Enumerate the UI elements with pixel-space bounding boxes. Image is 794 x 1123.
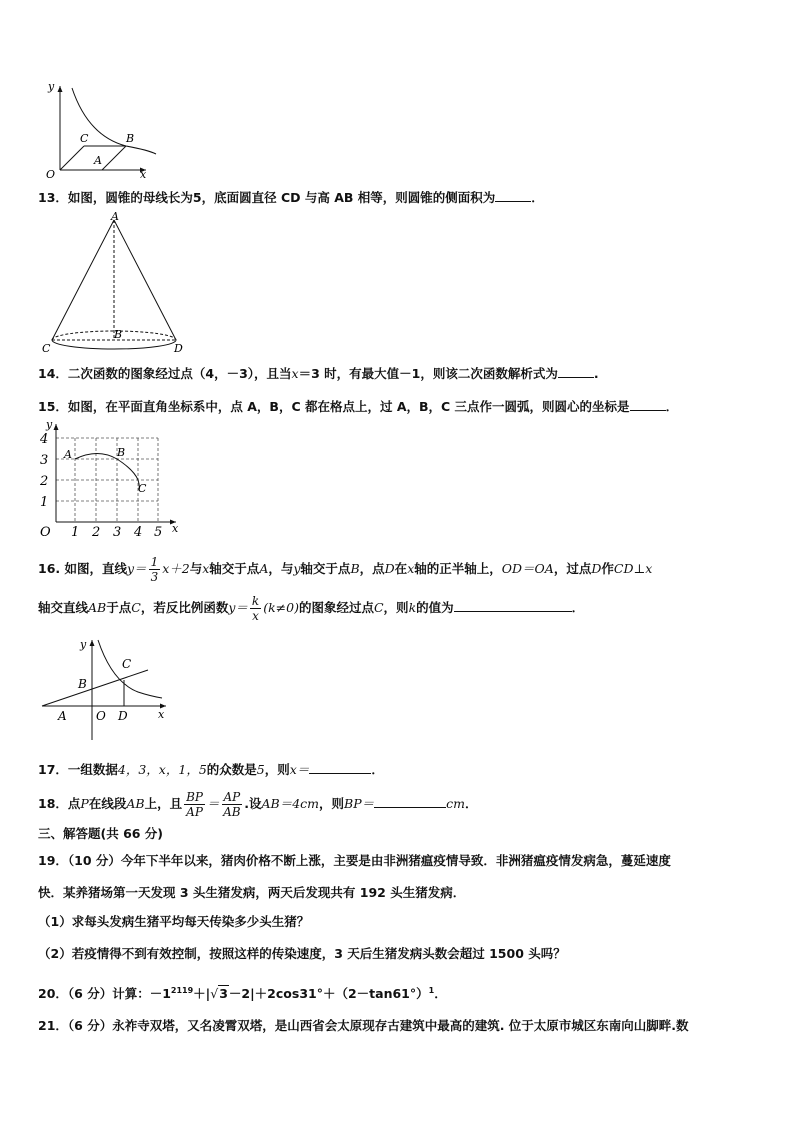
q18-text: 18．点	[38, 796, 81, 811]
grid-point-a: A	[64, 448, 72, 461]
q16-fig-x: x	[158, 708, 165, 721]
q16-fig-c: C	[122, 657, 132, 671]
point-b-label: B	[126, 132, 135, 145]
q16-inv-fraction	[250, 594, 261, 623]
q16-fig-a: A	[58, 709, 67, 723]
question-14-tail: .	[593, 366, 599, 381]
answer-blank-14[interactable]	[558, 363, 594, 378]
q16-text: 轴交直线	[38, 600, 89, 615]
grid-y-tick: 1	[40, 495, 49, 510]
answer-blank-13[interactable]	[495, 187, 531, 202]
cone-point-b: B	[114, 328, 123, 341]
q17-text: 的众数是	[206, 762, 257, 777]
answer-blank-18[interactable]	[374, 793, 446, 808]
q16-var: C	[131, 600, 141, 615]
q18-text: 上，且	[144, 796, 183, 811]
question-13-tail: ．	[531, 190, 544, 205]
q16-var: k	[408, 600, 417, 615]
point-c-label: C	[80, 132, 89, 145]
grid-y-tick: 2	[40, 474, 49, 489]
q18-fraction-2	[222, 790, 243, 819]
q16-var: CD⊥x	[613, 561, 653, 576]
grid-point-b: B	[117, 446, 126, 459]
q16-var: OD＝OA	[501, 561, 554, 576]
q16-text: 轴交于点	[300, 561, 351, 576]
q18-f2-den: AB	[223, 805, 241, 819]
question-14-text-1: 14．二次函数的图象经过点（4，－3），且当	[38, 366, 292, 381]
question-19-line-2: 快．某养猪场第一天发现 3 头生猪发病，两天后发现共有 192 头生猪发病．	[38, 885, 466, 900]
q17-data: 4，3，x，1，5	[117, 762, 207, 777]
q18-text: 在线段	[88, 796, 127, 811]
q16-fraction	[149, 555, 161, 584]
answer-blank-15[interactable]	[630, 396, 666, 411]
question-18	[38, 788, 764, 820]
q16-inv-cond: (k≠0)	[263, 600, 299, 615]
q18-tail: ．	[465, 796, 478, 811]
question-13	[38, 187, 764, 207]
q16-text: 的图象经过点	[298, 600, 374, 615]
q20-exponent: 2119	[170, 986, 194, 995]
q18-var: AB	[126, 796, 145, 811]
question-14	[38, 363, 764, 383]
question-14-var-x: x	[291, 366, 299, 381]
grid-x-tick: 5	[154, 525, 163, 540]
q18-fraction-1	[184, 790, 205, 819]
q16-fraction-num: 1	[150, 555, 159, 569]
point-a-label: A	[94, 154, 102, 167]
q16-text: ，则	[383, 600, 409, 615]
grid-x-tick: 3	[113, 525, 122, 540]
q16-eq-rest: x＋2	[162, 561, 190, 576]
q16-fig-y: y	[80, 638, 87, 651]
question-19-sub-1: （1）求每头发病生猪平均每天传染多少头生猪？	[38, 914, 310, 929]
q17-xeq: x＝	[289, 762, 310, 777]
cone-point-c: C	[42, 342, 51, 355]
q17-mode: 5	[256, 762, 265, 777]
grid-x-tick: 4	[134, 525, 143, 540]
q16-text: 在	[394, 561, 408, 576]
q16-text: 轴的正半轴上，	[414, 561, 502, 576]
q16-text: 与	[189, 561, 203, 576]
question-16-line-2	[38, 594, 764, 623]
q18-f1-num: BP	[186, 790, 203, 804]
q20-tail: ．	[434, 986, 447, 1002]
grid-x-tick: 1	[71, 525, 80, 540]
cone-point-d: D	[174, 342, 183, 355]
question-17	[38, 759, 764, 779]
answer-blank-16[interactable]	[454, 597, 572, 612]
q16-text: 于点	[106, 600, 132, 615]
q18-unit: cm	[446, 796, 466, 811]
q16-eq-y: y＝	[127, 561, 147, 576]
q16-text: 16. 如图，直线	[38, 561, 127, 576]
q16-var: y	[293, 561, 301, 576]
q16-fig-b: B	[78, 677, 87, 691]
section-heading: 三、解答题(共 66 分)	[38, 826, 164, 841]
grid-y-tick: 4	[40, 432, 49, 447]
q16-var: D	[384, 561, 395, 576]
q16-var: AB	[88, 600, 107, 615]
figure-grid-arc	[38, 418, 188, 542]
q16-inv-num: k	[251, 594, 260, 608]
q18-var: P	[80, 796, 89, 811]
question-15-tail: ．	[665, 399, 679, 414]
q20-text: ＋|	[193, 986, 211, 1002]
q16-text: 作	[601, 561, 614, 576]
question-15-text: 15．如图，在平面直角坐标系中，点 A，B，C 都在格点上，过 A，B，C 三点作一圆弧，则圆心的坐标是	[38, 399, 630, 414]
answer-blank-17[interactable]	[309, 759, 371, 774]
q16-var: B	[350, 561, 360, 576]
q16-var: A	[259, 561, 269, 576]
question-21: 21．（6 分）永祚寺双塔，又名凌霄双塔，是山西省会太原现存古建筑中最高的建筑. 位于太原市城区东南向山脚畔.数	[38, 1018, 689, 1033]
q18-text: ，则	[319, 796, 345, 811]
q16-var: D	[591, 561, 602, 576]
q20-text: －2|＋2cos31°＋（2－tan61°）	[228, 986, 429, 1002]
q16-fraction-den: 3	[150, 570, 159, 584]
q16-fig-d: D	[118, 709, 128, 723]
q18-bp: BP＝	[344, 796, 375, 811]
grid-y-label: y	[46, 418, 53, 431]
q17-text: 17．一组数据	[38, 762, 118, 777]
grid-origin: O	[40, 525, 51, 540]
question-14-text-2: ＝3 时，有最大值－1，则该二次函数解析式为	[298, 366, 558, 381]
question-19-line-1: 19．（10 分）今年下半年以来，猪肉价格不断上涨，主要是由非洲猪瘟疫情导致．非洲猪瘟疫情发病急，蔓延速度	[38, 853, 671, 868]
figure-cone	[38, 208, 188, 358]
q20-exponent-2: 1	[428, 986, 435, 995]
q16-tail: ．	[571, 600, 585, 615]
figure-line-hyperbola	[38, 636, 173, 742]
x-axis-label: x	[140, 168, 147, 178]
q16-inv-den: x	[252, 609, 259, 623]
q16-text: ，点	[359, 561, 385, 576]
q16-line-ab	[42, 670, 148, 706]
q20-sqrt: 3	[219, 986, 228, 1002]
question-19-sub-2: （2）若疫情得不到有效控制，按照这样的传染速度，3 天后生猪发病头数会超过 1500 头吗？	[38, 946, 566, 961]
question-20: 20．（6 分）计算：$-1^{2119}+|√3-2|+2\cos 31^\circ+(2-\tan 61^\circ)^1$．	[38, 986, 447, 1002]
question-15	[38, 396, 764, 416]
q16-text: 轴交于点	[209, 561, 260, 576]
q16-text: ，若反比例函数	[140, 600, 229, 615]
q16-fig-o: O	[96, 709, 106, 723]
q16-text: ，过点	[553, 561, 592, 576]
grid-x-label: x	[172, 522, 179, 535]
question-16-line-1	[38, 555, 764, 584]
origin-label: O	[46, 168, 56, 178]
q17-text: ，则	[264, 762, 290, 777]
grid-y-tick: 3	[40, 453, 49, 468]
question-13-text: 13．如图，圆锥的母线长为5，底面圆直径 CD 与高 AB 相等，则圆锥的侧面积为	[38, 190, 496, 205]
cone-point-a: A	[111, 210, 119, 223]
q16-var: x	[202, 561, 210, 576]
q18-eq: ＝	[206, 796, 220, 811]
q16-var: C	[373, 600, 384, 615]
grid-point-c: C	[138, 482, 147, 495]
q17-tail: ．	[371, 762, 384, 777]
figure-q12-graph	[38, 78, 158, 178]
q16-inv-y: y＝	[228, 600, 248, 615]
y-axis-label: y	[48, 80, 55, 93]
q18-f1-den: AP	[186, 805, 203, 819]
q18-text: .设	[244, 796, 262, 811]
q18-f2-num: AP	[223, 790, 241, 804]
grid-x-tick: 2	[92, 525, 101, 540]
q16-var: x	[407, 561, 415, 576]
q20-text: 20．（6 分）计算：－1	[38, 986, 171, 1002]
q16-text: ，与	[268, 561, 294, 576]
q16-text: 的值为	[416, 600, 454, 615]
q18-given: AB＝4cm	[261, 796, 320, 811]
